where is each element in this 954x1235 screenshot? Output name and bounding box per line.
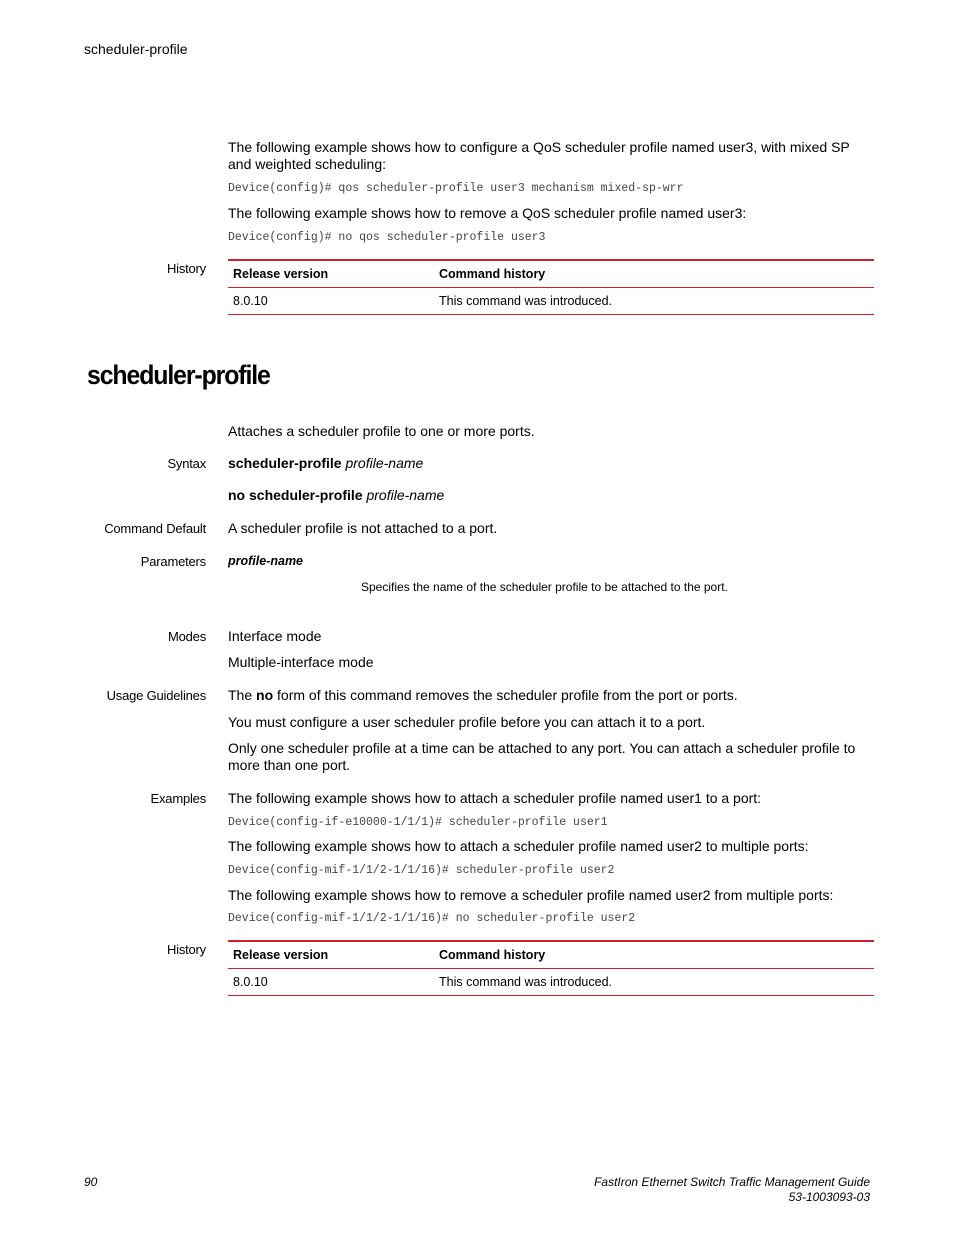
example-code-3: Device(config-mif-1/1/2-1/1/16)# no scheduler-profile user2	[228, 912, 636, 925]
table-row	[228, 288, 874, 315]
page-number: 90	[84, 1175, 98, 1189]
syntax-line-2	[228, 487, 444, 504]
parameters-label: Parameters	[140, 554, 206, 569]
table-cell-history: This command was introduced.	[434, 969, 874, 996]
section-title: scheduler-profile	[87, 360, 270, 390]
syntax-argument: profile-name	[366, 487, 445, 503]
parameter-description: Specifies the name of the scheduler profile to be attached to the port.	[361, 580, 728, 594]
usage-guidelines-label: Usage Guidelines	[106, 688, 206, 703]
history-label: History	[166, 942, 206, 957]
section-description: Attaches a scheduler profile to one or more ports.	[228, 423, 535, 439]
code-example-2: Device(config)# no qos scheduler-profile user3	[228, 231, 546, 244]
syntax-line-1	[228, 455, 423, 472]
syntax-command: no scheduler-profile	[228, 487, 363, 503]
table-header-history: Command history	[434, 941, 874, 969]
code-example-1: Device(config)# qos scheduler-profile user3 mechanism mixed-sp-wrr	[228, 182, 684, 195]
mode-item: Multiple-interface mode	[228, 654, 374, 670]
example-text-3: The following example shows how to remove a scheduler profile named user2 from multiple ports:	[228, 887, 834, 903]
table-cell-release: 8.0.10	[228, 969, 434, 996]
examples-label: Examples	[150, 791, 206, 806]
example-paragraph-2: The following example shows how to remove a QoS scheduler profile named user3:	[228, 205, 747, 221]
mode-item: Interface mode	[228, 628, 322, 644]
usage-paragraph-2: You must configure a user scheduler profile before you can attach it to a port.	[228, 714, 706, 730]
syntax-argument: profile-name	[345, 455, 424, 471]
table-cell-history: This command was introduced.	[434, 288, 874, 315]
footer-doc-number: 53-1003093-03	[788, 1190, 870, 1204]
history-table-top	[228, 259, 874, 315]
parameter-name: profile-name	[228, 554, 304, 568]
example-code-2: Device(config-mif-1/1/2-1/1/16)# scheduler-profile user2	[228, 864, 615, 877]
table-header-release: Release version	[228, 260, 434, 288]
syntax-label: Syntax	[167, 456, 206, 471]
syntax-command: scheduler-profile	[228, 455, 342, 471]
table-header-release: Release version	[228, 941, 434, 969]
command-default-text: A scheduler profile is not attached to a port.	[228, 520, 498, 536]
history-label-top: History	[166, 261, 206, 276]
table-cell-release: 8.0.10	[228, 288, 434, 315]
footer-guide-title: FastIron Ethernet Switch Traffic Management Guide	[594, 1175, 870, 1189]
example-code-1: Device(config-if-e10000-1/1/1)# scheduler-profile user1	[228, 816, 608, 829]
command-default-label: Command Default	[104, 521, 206, 536]
history-table	[228, 940, 874, 996]
table-header-history: Command history	[434, 260, 874, 288]
modes-label: Modes	[167, 629, 206, 644]
table-row	[228, 969, 874, 996]
usage-paragraph-1: The no form of this command removes the scheduler profile from the port or ports.	[228, 687, 738, 703]
example-paragraph-1: The following example shows how to configure a QoS scheduler profile named user3, with mixed SP and weighted scheduling:	[228, 139, 850, 172]
example-text-1: The following example shows how to attach a scheduler profile named user1 to a port:	[228, 790, 762, 806]
usage-paragraph-3: Only one scheduler profile at a time can be attached to any port. You can attach a scheduler profile to more than one port.	[228, 740, 856, 773]
example-text-2: The following example shows how to attach a scheduler profile named user2 to multiple ports:	[228, 838, 809, 854]
running-head: scheduler-profile	[84, 41, 188, 57]
